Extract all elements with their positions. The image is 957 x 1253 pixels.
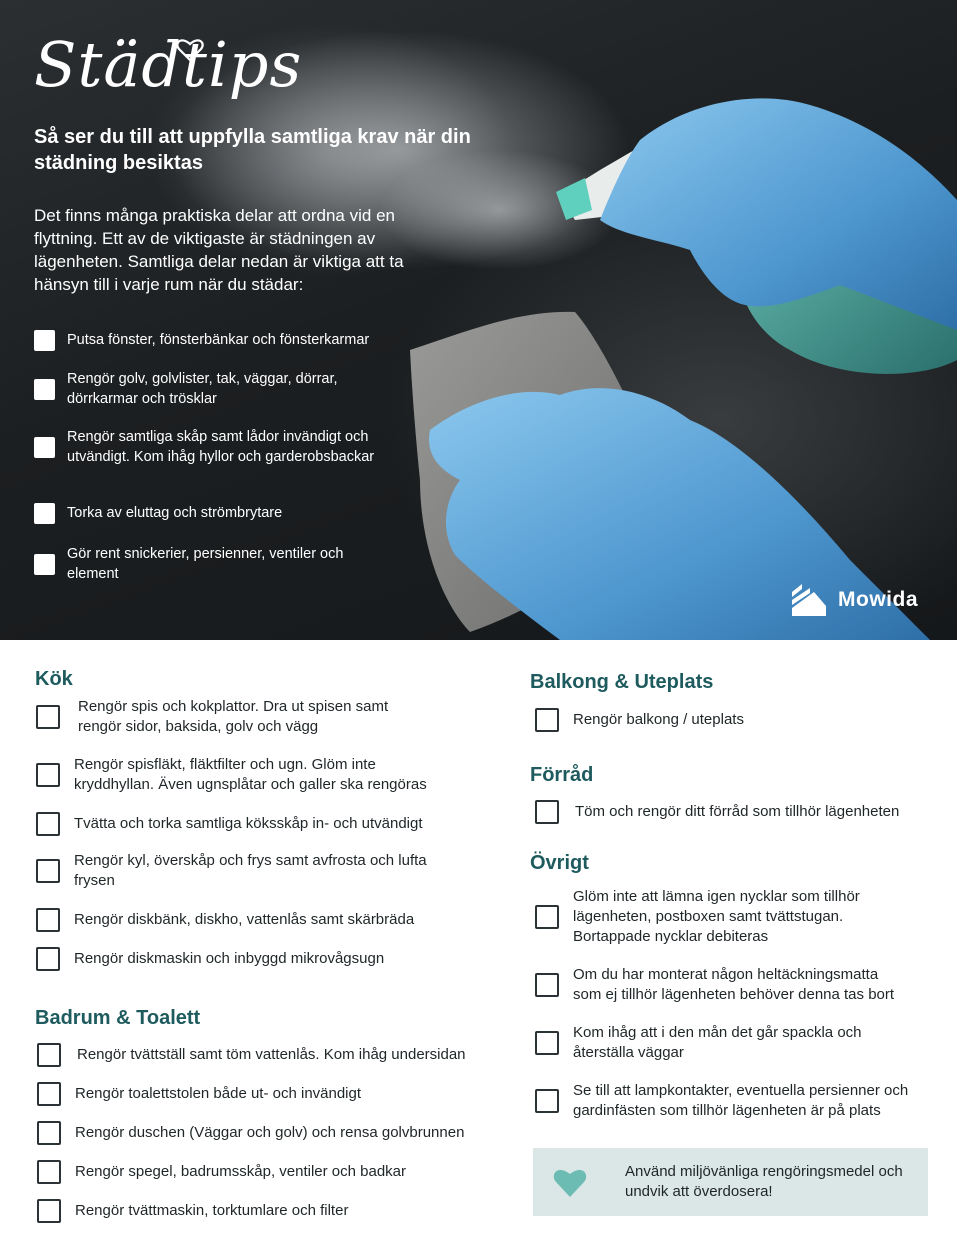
check-item-label: Rengör spegel, badrumsskåp, ventiler och badkar: [75, 1163, 407, 1180]
hero-subtitle: Så ser du till att uppfylla samtliga krav när din städning besiktas: [34, 126, 471, 174]
checkbox[interactable]: [36, 947, 60, 971]
checkbox[interactable]: [36, 763, 60, 787]
check-item-label: Rengör spisfläkt, fläktfilter och ugn. Glöm inte kryddhyllan. Även ugnsplåtar och galler ska rengöras: [74, 756, 427, 793]
hero-check-item[interactable]: [34, 428, 384, 467]
check-item-label: Rengör toalettstolen både ut- och invändigt: [75, 1085, 362, 1102]
check-item-label: Glöm inte att lämna igen nycklar som tillhör lägenheten, postboxen samt tvättstugan. Bortappade nycklar debiteras: [573, 888, 860, 945]
checkbox[interactable]: [34, 379, 55, 400]
check-item[interactable]: [37, 1160, 497, 1184]
check-item-label: Gör rent snickerier, persienner, ventiler och element: [67, 546, 344, 582]
check-item[interactable]: [36, 697, 406, 737]
checkbox[interactable]: [535, 905, 559, 929]
section-title-kok: Kök: [35, 668, 73, 690]
checkbox[interactable]: [535, 973, 559, 997]
check-item[interactable]: [36, 851, 446, 891]
check-item-label: Rengör duschen (Väggar och golv) och rensa golvbrunnen: [75, 1124, 465, 1141]
section-title-balkong: Balkong & Uteplats: [530, 671, 714, 693]
hero-check-item[interactable]: [34, 545, 384, 584]
checkbox[interactable]: [36, 908, 60, 932]
checkbox[interactable]: [37, 1082, 61, 1106]
check-item[interactable]: [535, 1023, 905, 1063]
checkbox[interactable]: [535, 1031, 559, 1055]
check-item-label: Rengör spis och kokplattor. Dra ut spisen samt rengör sidor, baksida, golv och vägg: [78, 698, 389, 735]
brand-logo: [792, 584, 918, 616]
hero-check-item[interactable]: [34, 503, 384, 524]
checkbox[interactable]: [535, 1089, 559, 1113]
check-item-label: Se till att lampkontakter, eventuella persienner och gardinfästen som tillhör lägenheten är på plats: [573, 1082, 909, 1119]
check-item[interactable]: [535, 800, 935, 824]
checkbox[interactable]: [37, 1160, 61, 1184]
section-title-badrum: Badrum & Toalett: [35, 1007, 201, 1029]
checkbox[interactable]: [37, 1121, 61, 1145]
checkbox[interactable]: [535, 800, 559, 824]
check-item-label: Rengör samtliga skåp samt lådor invändigt och utvändigt. Kom ihåg hyllor och garderobsbackar: [67, 429, 375, 465]
check-item-label: Om du har monterat någon heltäckningsmatta som ej tillhör lägenheten behöver denna tas bort: [573, 966, 895, 1003]
check-item-label: Rengör diskmaskin och inbyggd mikrovågsugn: [74, 950, 385, 967]
check-item-label: Putsa fönster, fönsterbänkar och fönsterkarmar: [67, 331, 370, 348]
check-item-label: Rengör balkong / uteplats: [573, 711, 744, 728]
checkbox[interactable]: [34, 437, 55, 458]
checkbox[interactable]: [34, 554, 55, 575]
check-item[interactable]: [37, 1121, 497, 1145]
check-item[interactable]: [37, 1199, 497, 1223]
brand-name: Mowida: [838, 588, 918, 611]
check-item[interactable]: [36, 755, 446, 795]
checkbox[interactable]: [535, 708, 559, 732]
check-item-label: Tvätta och torka samtliga köksskåp in- och utvändigt: [74, 815, 423, 832]
section-title-forrad: Förråd: [530, 764, 594, 786]
heart-icon: [553, 1166, 587, 1198]
check-item[interactable]: [37, 1043, 497, 1067]
hero-check-item[interactable]: [34, 370, 384, 409]
page-title: Städtips: [34, 28, 303, 101]
hero-check-item[interactable]: [34, 330, 384, 351]
check-item[interactable]: [535, 965, 905, 1005]
check-item[interactable]: [535, 887, 885, 947]
checkbox[interactable]: [36, 705, 60, 729]
checkbox[interactable]: [37, 1043, 61, 1067]
heart-icon: [176, 38, 204, 62]
check-item-label: Kom ihåg att i den mån det går spackla och återställa väggar: [573, 1024, 862, 1061]
check-item-label: Rengör tvättmaskin, torktumlare och filter: [75, 1202, 349, 1219]
check-item-label: Rengör golv, golvlister, tak, väggar, dörrar, dörrkarmar och trösklar: [67, 371, 338, 407]
mowida-logo-icon: [792, 584, 826, 616]
tip-text: Använd miljövänliga rengöringsmedel och undvik att överdosera!: [625, 1163, 903, 1200]
check-item[interactable]: [36, 947, 476, 971]
checkbox[interactable]: [34, 330, 55, 351]
check-item[interactable]: [36, 908, 476, 932]
check-item[interactable]: [535, 1081, 935, 1121]
check-item[interactable]: [36, 812, 476, 836]
section-title-ovrigt: Övrigt: [530, 852, 589, 874]
checkbox[interactable]: [37, 1199, 61, 1223]
check-item[interactable]: [37, 1082, 497, 1106]
checkbox[interactable]: [36, 859, 60, 883]
check-item-label: Rengör tvättställ samt töm vattenlås. Kom ihåg undersidan: [77, 1046, 466, 1063]
tip-box: [533, 1148, 928, 1216]
check-item[interactable]: [535, 708, 915, 732]
checkbox[interactable]: [36, 812, 60, 836]
check-item-label: Töm och rengör ditt förråd som tillhör lägenheten: [575, 803, 900, 820]
checkbox[interactable]: [34, 503, 55, 524]
hero-intro: Det finns många praktiska delar att ordna vid en flyttning. Ett av de viktigaste är städningen av lägenheten. Samtliga delar nedan är viktiga att ta hänsyn till i varje rum när du städar:: [34, 206, 404, 294]
check-item-label: Rengör diskbänk, diskho, vattenlås samt skärbräda: [74, 911, 415, 928]
check-item-label: Torka av eluttag och strömbrytare: [67, 504, 283, 521]
check-item-label: Rengör kyl, överskåp och frys samt avfrosta och lufta frysen: [74, 852, 427, 889]
